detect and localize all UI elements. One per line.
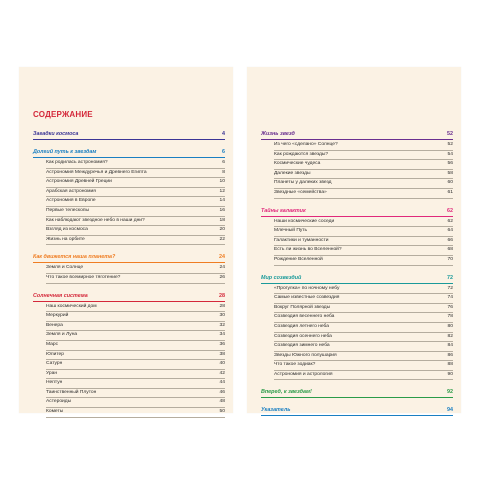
toc-item-page: 22 (219, 236, 225, 242)
toc-section (33, 253, 225, 283)
toc-item-title: Созвездия летнего неба (274, 323, 329, 329)
toc-item (46, 217, 225, 227)
toc-item-page: 30 (219, 313, 225, 319)
toc-item-title: Астрономия и астрология (274, 371, 333, 377)
toc-item-list (261, 285, 453, 381)
toc-item-title: Космические чудеса (274, 161, 321, 167)
toc-item-title: Галактики и туманности (274, 237, 329, 243)
toc-item-page: 66 (447, 237, 453, 243)
toc-item-page: 14 (219, 198, 225, 204)
toc-item-title: Кометы (46, 409, 64, 415)
toc-item (274, 256, 453, 266)
toc-item (274, 218, 453, 228)
section-title-text: Жизнь звезд (261, 131, 295, 137)
toc-item-page: 60 (447, 180, 453, 186)
toc-section (261, 388, 453, 398)
section-page-number: 94 (447, 407, 453, 414)
toc-item (46, 303, 225, 313)
toc-item-title: Что такое зодиак? (274, 362, 316, 368)
toc-item-page: 78 (447, 314, 453, 320)
toc-section-title (261, 406, 453, 416)
toc-item-title: Самые известные созвездия (274, 295, 340, 301)
toc-item-list (261, 141, 453, 199)
toc-item-title: Как наблюдают звездное небо в наши дни? (46, 217, 145, 223)
toc-section (261, 207, 453, 266)
toc-item (46, 312, 225, 322)
section-page-number: 62 (447, 207, 453, 214)
toc-item-page: 32 (219, 322, 225, 328)
toc-section (33, 148, 225, 245)
toc-item-title: Далекие звезды (274, 170, 311, 176)
toc-item (274, 294, 453, 304)
toc-item (46, 370, 225, 380)
toc-section-title (33, 292, 225, 302)
toc-item-title: Меркурий (46, 313, 69, 319)
toc-item-page: 82 (447, 333, 453, 339)
section-title-text: Тайны галактик (261, 207, 306, 214)
section-title-text: Мир созвездий (261, 274, 302, 281)
toc-item-page: 12 (219, 188, 225, 194)
toc-item (46, 188, 225, 198)
toc-item-page: 84 (447, 343, 453, 349)
toc-item-title: Сатурн (46, 361, 63, 367)
toc-item-title: Вокруг Полярной звезды (274, 304, 331, 310)
toc-section-title (33, 148, 225, 158)
toc-item (46, 226, 225, 236)
toc-item-page: 6 (222, 160, 225, 165)
toc-item (274, 170, 453, 180)
toc-item-list (33, 264, 225, 283)
toc-item (274, 371, 453, 381)
toc-item-page: 62 (447, 218, 453, 224)
toc-item (46, 398, 225, 408)
toc-section (33, 130, 225, 140)
toc-item (46, 197, 225, 207)
toc-item-page: 28 (219, 303, 225, 309)
toc-section-title (33, 130, 225, 140)
toc-item-list (261, 218, 453, 266)
toc-item-title: Что такое всемирное тяготение? (46, 274, 121, 280)
toc-item (46, 331, 225, 341)
toc-item-title: Планеты у далеких звезд (274, 180, 332, 186)
toc-item-title: Арабская астрономия (46, 188, 96, 194)
toc-item (46, 341, 225, 351)
toc-item-title: Нептун (46, 380, 63, 386)
toc-item (46, 264, 225, 274)
toc-item-title: Земля и Луна (46, 332, 78, 338)
toc-item (46, 379, 225, 389)
toc-item-title: Таинственный Плутон (46, 389, 97, 395)
toc-item (46, 360, 225, 370)
toc-item-page: 20 (219, 227, 225, 233)
toc-item (274, 227, 453, 237)
right-page (247, 67, 461, 413)
toc-item-title: Как рождаются звезды? (274, 151, 329, 157)
section-page-number: 72 (447, 274, 453, 281)
toc-item (274, 189, 453, 199)
section-title-text: Солнечная система (33, 292, 88, 299)
toc-item (274, 246, 453, 256)
toc-item (274, 333, 453, 343)
left-page (19, 67, 233, 413)
toc-item-page: 76 (447, 304, 453, 310)
toc-section (33, 292, 225, 418)
toc-item-page: 74 (447, 295, 453, 301)
toc-section (261, 274, 453, 381)
toc-item-title: Первые телескопы (46, 207, 89, 213)
toc-item (46, 351, 225, 361)
toc-item-title: Венера (46, 322, 63, 328)
toc-section-title (261, 388, 453, 398)
toc-item (274, 304, 453, 314)
section-title-text: Как движется наша планета? (33, 254, 116, 261)
section-page-number: 52 (447, 131, 453, 137)
left-toc-list (33, 130, 225, 426)
toc-item (46, 274, 225, 284)
section-page-number: 6 (222, 149, 225, 155)
toc-item (46, 169, 225, 179)
toc-item (46, 389, 225, 399)
toc-item (46, 236, 225, 246)
toc-item (274, 141, 453, 151)
section-page-number: 4 (222, 131, 225, 137)
toc-item (274, 323, 453, 333)
toc-item-page: 72 (447, 285, 453, 291)
toc-item-page: 86 (447, 352, 453, 358)
toc-item-title: Жизнь на орбите (46, 236, 85, 242)
section-title-text: Вперед, к звездам! (261, 389, 312, 396)
toc-item-page: 64 (447, 228, 453, 234)
toc-item (46, 178, 225, 188)
toc-item (274, 361, 453, 371)
toc-item-page: 88 (447, 362, 453, 368)
toc-item (274, 342, 453, 352)
toc-item-title: Земля и Солнце (46, 265, 84, 271)
toc-item-page: 38 (219, 351, 225, 357)
toc-item-title: Созвездия весеннего неба (274, 314, 335, 320)
toc-item-page: 40 (219, 361, 225, 367)
toc-section-title (261, 130, 453, 140)
toc-item-title: Юпитер (46, 351, 64, 357)
toc-item-title: Звездные «семейства» (274, 189, 327, 195)
toc-item-page: 10 (219, 179, 225, 185)
toc-item-title: Из чего «сделано» Солнце? (274, 142, 338, 147)
toc-section (261, 406, 453, 416)
toc-item-page: 34 (219, 332, 225, 338)
toc-item (274, 352, 453, 362)
toc-item-page: 44 (219, 380, 225, 386)
toc-item (274, 179, 453, 189)
toc-item (274, 237, 453, 247)
toc-item-title: Астрономия в Европе (46, 198, 96, 204)
toc-item-list (33, 303, 225, 418)
toc-item-title: Созвездия зимнего неба (274, 343, 330, 349)
toc-item-title: Марс (46, 341, 59, 347)
toc-item-page: 24 (219, 265, 225, 271)
toc-item-page: 56 (447, 161, 453, 167)
section-title-text: Загадки космоса (33, 131, 79, 137)
toc-item-page: 36 (219, 341, 225, 347)
toc-item-page: 52 (447, 142, 453, 147)
toc-item-title: Есть ли жизнь во Вселенной? (274, 247, 342, 253)
toc-item-page: 54 (447, 151, 453, 157)
toc-section-title (33, 253, 225, 263)
toc-item-page: 50 (219, 409, 225, 415)
toc-item (274, 313, 453, 323)
toc-item-page: 16 (219, 207, 225, 213)
toc-item (274, 285, 453, 295)
toc-item-page: 61 (447, 189, 453, 195)
toc-section (261, 130, 453, 199)
toc-item-page: 8 (222, 169, 225, 175)
toc-item-title: Наши космические соседи (274, 218, 335, 224)
toc-item (46, 159, 225, 169)
toc-item-list (33, 159, 225, 245)
toc-item-title: Млечный Путь (274, 228, 308, 234)
toc-item-title: Звезды Южного полушария (274, 352, 337, 358)
toc-item (274, 151, 453, 161)
toc-item-title: Созвездия осеннего неба (274, 333, 332, 339)
toc-item (46, 322, 225, 332)
toc-item-title: Уран (46, 370, 58, 376)
toc-item (46, 408, 225, 418)
toc-item-page: 70 (447, 256, 453, 262)
toc-item-page: 48 (219, 399, 225, 405)
section-title-text: Долгий путь к звездам (33, 149, 97, 155)
section-title-text: Указатель (261, 407, 291, 414)
toc-item-page: 46 (219, 389, 225, 395)
toc-item-title: Наш космический дом (46, 303, 97, 309)
toc-item-title: Астрономия Древней Греции (46, 179, 112, 185)
toc-item-page: 26 (219, 274, 225, 280)
toc-item-title: Астрономия Междуречья и Древнего Египта (46, 169, 147, 175)
section-page-number: 92 (447, 389, 453, 396)
toc-item-page: 58 (447, 170, 453, 176)
toc-item-title: Взгляд из космоса (46, 227, 88, 233)
toc-item-page: 18 (219, 217, 225, 223)
toc-section-title (261, 274, 453, 284)
section-page-number: 24 (219, 254, 225, 261)
toc-item-page: 90 (447, 371, 453, 377)
toc-item-title: Как родилась астрономия? (46, 160, 108, 165)
toc-item-title: «Прогулка» по ночному небу (274, 285, 340, 291)
toc-item-page: 42 (219, 370, 225, 376)
right-toc-list (261, 130, 453, 424)
toc-section-title (261, 207, 453, 217)
toc-item-title: Рождение Вселенной (274, 256, 323, 262)
section-page-number: 28 (219, 292, 225, 299)
toc-heading: СОДЕРЖАНИЕ (33, 110, 93, 119)
toc-item-page: 68 (447, 247, 453, 253)
toc-item (46, 207, 225, 217)
toc-item-page: 80 (447, 323, 453, 329)
toc-item-title: Астероиды (46, 399, 72, 405)
toc-item (274, 160, 453, 170)
